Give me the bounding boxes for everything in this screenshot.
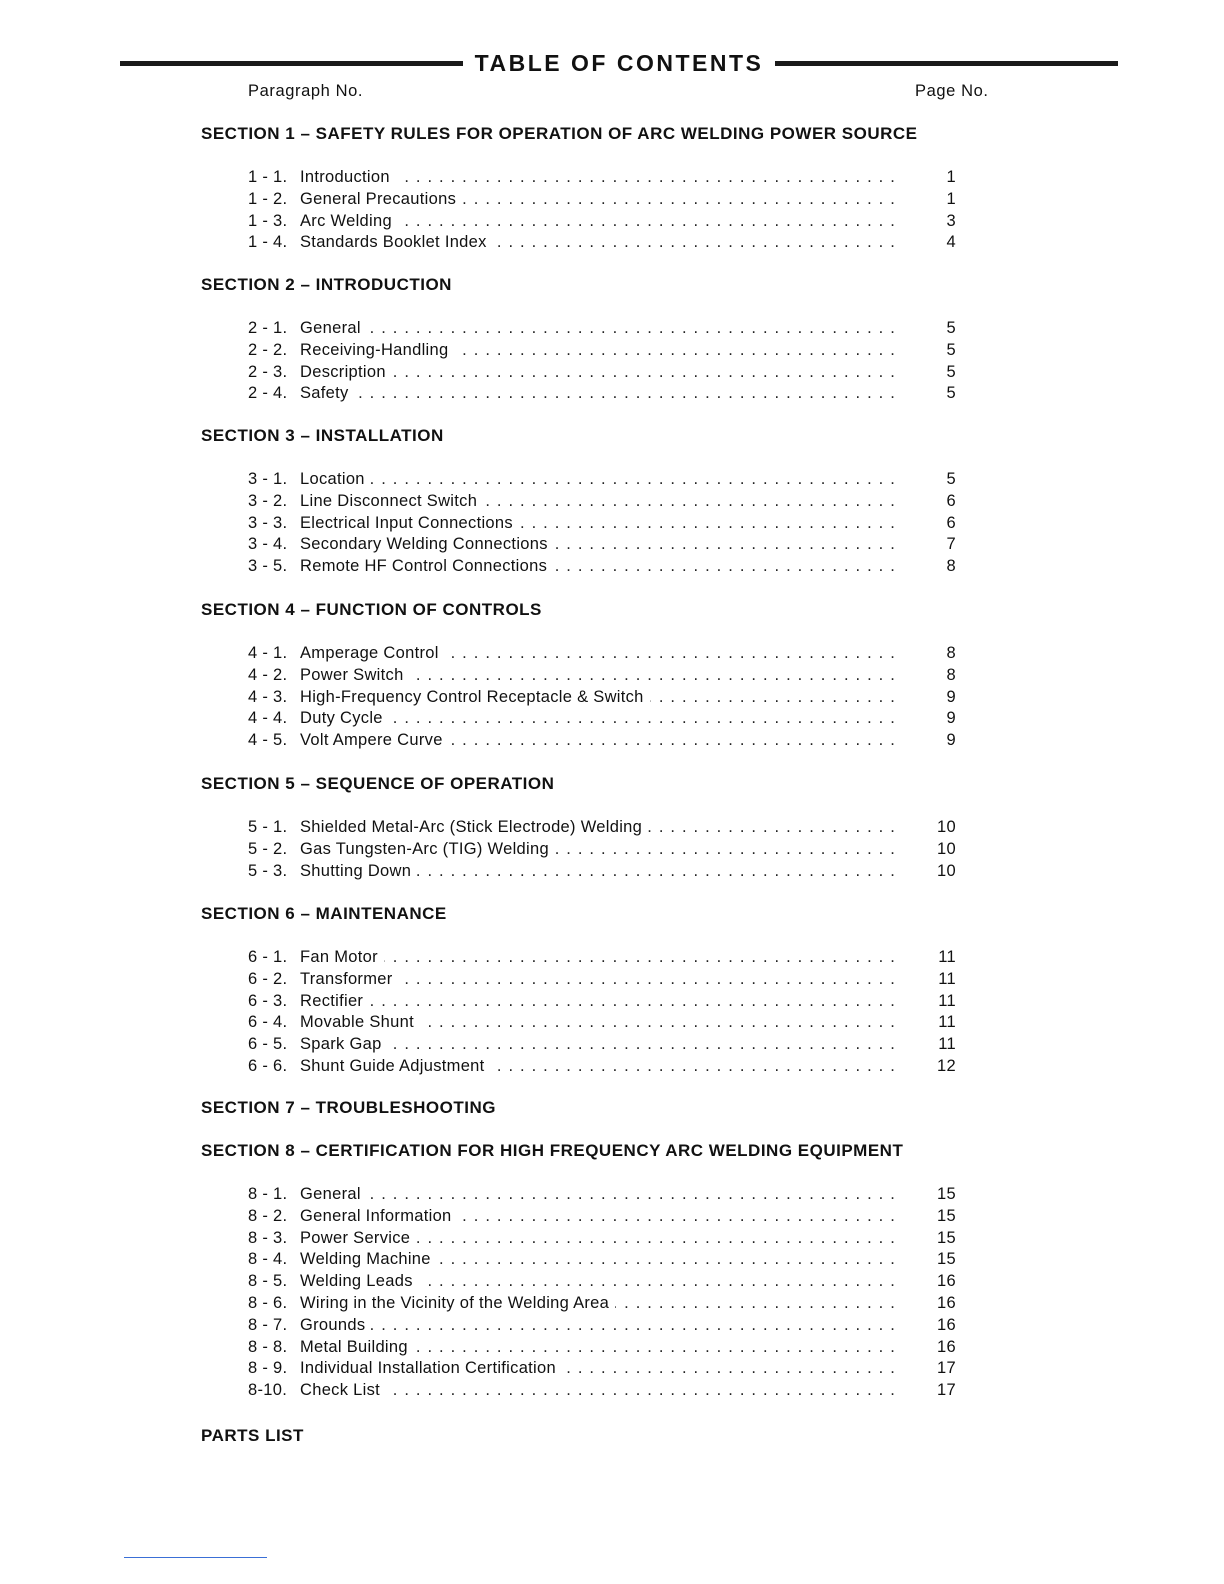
entry-leader (300, 1359, 896, 1378)
page-number: 1 (946, 189, 956, 208)
toc-entry[interactable] (248, 363, 956, 385)
paragraph-number: 6 - 5. (248, 1035, 288, 1054)
paragraph-number: 1 - 2. (248, 189, 288, 208)
page-title: TABLE OF CONTENTS (474, 49, 764, 76)
entry-leader (300, 1316, 896, 1335)
entry-title: Shutting Down (300, 862, 417, 880)
paragraph-number: 5 - 1. (248, 818, 288, 836)
entry-title: Gas Tungsten-Arc (TIG) Welding (300, 840, 555, 858)
page-number: 7 (946, 535, 956, 554)
page-number: 16 (937, 1337, 956, 1356)
entry-title: Transformer (300, 970, 399, 988)
entry-title: Safety (300, 384, 355, 402)
section-title: SECTION 1 – SAFETY RULES FOR OPERATION OF ARC WELDING POWER SOURCE (201, 124, 918, 143)
footer-divider (124, 1557, 267, 1558)
page-number: 10 (937, 839, 956, 858)
paragraph-number: 5 - 3. (248, 861, 288, 880)
entry-leader (300, 1250, 896, 1269)
toc-entry[interactable] (248, 818, 956, 840)
entry-leader (300, 970, 896, 989)
toc-entry[interactable] (248, 644, 956, 666)
entry-title: General Information (300, 1207, 458, 1225)
entry-title: Introduction (300, 168, 396, 186)
section-title: SECTION 8 – CERTIFICATION FOR HIGH FREQUENCY ARC WELDING EQUIPMENT (201, 1141, 904, 1160)
page-number: 11 (938, 969, 956, 988)
page-number: 8 (946, 665, 956, 684)
page-number: 4 (946, 233, 956, 252)
entry-title: Description (300, 363, 392, 381)
entry-title: Arc Welding (300, 212, 398, 230)
page-number: 6 (946, 491, 956, 510)
paragraph-number: 6 - 3. (248, 991, 288, 1010)
toc-entry[interactable] (248, 1359, 956, 1381)
page-number: 10 (937, 861, 956, 880)
page-number: 16 (937, 1294, 956, 1312)
toc-entry[interactable] (248, 1381, 956, 1403)
toc-entry[interactable] (248, 233, 956, 255)
paragraph-number: 4 - 2. (248, 665, 288, 684)
toc-entry[interactable] (248, 731, 956, 753)
page-number: 17 (937, 1381, 956, 1400)
page-number: 9 (946, 687, 956, 706)
entry-leader (300, 1381, 896, 1400)
entry-title: Remote HF Control Connections (300, 557, 553, 575)
paragraph-number: 3 - 3. (248, 513, 288, 532)
page-number: 11 (938, 1035, 956, 1054)
entry-leader (300, 363, 896, 382)
page-number: 11 (938, 948, 956, 966)
paragraph-number: 8 - 3. (248, 1228, 288, 1247)
page-number: 11 (938, 1013, 956, 1032)
toc-entry[interactable] (248, 1316, 956, 1338)
entry-title: Receiving-Handling (300, 341, 454, 359)
toc-entry[interactable] (248, 557, 956, 579)
toc-entry[interactable] (248, 688, 956, 710)
paragraph-number: 2 - 1. (248, 319, 288, 337)
entry-leader (300, 190, 896, 209)
toc-entry[interactable] (248, 1013, 956, 1035)
toc-entry[interactable] (248, 1229, 956, 1251)
paragraph-number: 4 - 5. (248, 731, 288, 750)
page-number: 15 (937, 1185, 956, 1203)
entry-leader (300, 1338, 896, 1357)
entry-title: Location (300, 470, 371, 488)
toc-entry[interactable] (248, 862, 956, 884)
page-number: 15 (937, 1228, 956, 1247)
page-number: 6 (946, 513, 956, 532)
page-number: 9 (946, 709, 956, 728)
entry-title: Check List (300, 1381, 386, 1399)
toc-entry[interactable] (248, 1057, 956, 1079)
page-number: 9 (946, 731, 956, 750)
entry-leader (300, 557, 896, 576)
page-number: 16 (937, 1272, 956, 1291)
page-number: 11 (938, 991, 956, 1010)
entry-title: Standards Booklet Index (300, 233, 493, 251)
entry-leader (300, 514, 896, 533)
entry-leader (300, 212, 896, 231)
entry-leader (300, 644, 896, 663)
entry-title: General (300, 319, 367, 337)
toc-entry[interactable] (248, 384, 956, 406)
entry-leader (300, 948, 896, 967)
paragraph-number: 6 - 1. (248, 948, 288, 966)
paragraph-number: 3 - 2. (248, 491, 288, 510)
paragraph-number: 6 - 4. (248, 1013, 288, 1032)
paragraph-number: 2 - 3. (248, 362, 288, 381)
paragraph-number: 8 - 8. (248, 1337, 288, 1356)
entry-leader (300, 233, 896, 252)
entry-title: General Precautions (300, 190, 462, 208)
entry-leader (300, 992, 896, 1011)
page-number: 8 (946, 644, 956, 662)
entry-leader (300, 319, 896, 338)
page-number: 15 (937, 1250, 956, 1269)
paragraph-number: 3 - 1. (248, 470, 288, 488)
entry-leader (300, 1294, 896, 1313)
paragraph-number: 4 - 3. (248, 687, 288, 706)
toc-entry[interactable] (248, 666, 956, 688)
section-title: SECTION 5 – SEQUENCE OF OPERATION (201, 774, 555, 793)
paragraph-number: 8 - 5. (248, 1272, 288, 1291)
toc-entry[interactable] (248, 992, 956, 1014)
section-title: SECTION 2 – INTRODUCTION (201, 275, 452, 294)
page-number: 5 (946, 319, 956, 337)
entry-title: Duty Cycle (300, 709, 389, 727)
entry-leader (300, 341, 896, 360)
entry-leader (300, 470, 896, 489)
entry-leader (300, 1013, 896, 1032)
entry-leader (300, 1207, 896, 1226)
entry-title: Secondary Welding Connections (300, 535, 554, 553)
toc-entry[interactable] (248, 535, 956, 557)
entry-title: General (300, 1185, 367, 1203)
page-number: 3 (946, 211, 956, 230)
entry-leader (300, 1229, 896, 1248)
toc-entry[interactable] (248, 948, 956, 970)
entry-leader (300, 1057, 896, 1076)
entry-title: Spark Gap (300, 1035, 388, 1053)
entry-title: High-Frequency Control Receptacle & Switch (300, 688, 650, 706)
entry-title: Line Disconnect Switch (300, 492, 483, 510)
section-title: SECTION 6 – MAINTENANCE (201, 904, 447, 923)
toc-entry[interactable] (248, 1185, 956, 1207)
entry-title: Electrical Input Connections (300, 514, 519, 532)
entry-leader (300, 666, 896, 685)
page-number: 10 (937, 818, 956, 836)
entry-leader (300, 731, 896, 750)
entry-leader (300, 1185, 896, 1204)
paragraph-number: 1 - 1. (248, 168, 288, 186)
paragraph-number: 8-10. (248, 1381, 288, 1400)
page-number: 5 (946, 384, 956, 403)
paragraph-number: 2 - 4. (248, 384, 288, 403)
toc-entry[interactable] (248, 168, 956, 190)
entry-title: Grounds (300, 1316, 371, 1334)
toc-entry[interactable] (248, 319, 956, 341)
toc-entry[interactable] (248, 1294, 956, 1316)
entry-leader (300, 1035, 896, 1054)
page-number: 5 (946, 362, 956, 381)
page-number: 12 (937, 1057, 956, 1075)
entry-title: Power Service (300, 1229, 416, 1247)
entry-leader (300, 384, 896, 403)
page-number: 5 (946, 340, 956, 359)
page-number: 8 (946, 557, 956, 576)
paragraph-number: 6 - 2. (248, 969, 288, 988)
entry-leader (300, 535, 896, 554)
page-no-label: Page No. (915, 82, 989, 100)
entry-leader (300, 1272, 896, 1291)
toc-entry[interactable] (248, 709, 956, 731)
entry-leader (300, 818, 896, 837)
entry-title: Volt Ampere Curve (300, 731, 449, 749)
toc-entry[interactable] (248, 970, 956, 992)
section-title: PARTS LIST (201, 1426, 304, 1445)
entry-title: Welding Leads (300, 1272, 419, 1290)
entry-leader (300, 168, 896, 187)
paragraph-number: 2 - 2. (248, 340, 288, 359)
paragraph-number: 1 - 3. (248, 211, 288, 230)
entry-title: Welding Machine (300, 1250, 437, 1268)
entry-title: Metal Building (300, 1338, 414, 1356)
entry-title: Power Switch (300, 666, 410, 684)
entry-leader (300, 862, 896, 881)
entry-leader (300, 492, 896, 511)
page-number: 1 (946, 168, 956, 186)
header-rule-right (775, 61, 1118, 66)
toc-entry[interactable] (248, 492, 956, 514)
paragraph-number: 3 - 5. (248, 557, 288, 576)
paragraph-number: 3 - 4. (248, 535, 288, 554)
entry-title: Amperage Control (300, 644, 445, 662)
section-title: SECTION 4 – FUNCTION OF CONTROLS (201, 600, 542, 619)
toc-entry[interactable] (248, 190, 956, 212)
paragraph-number: 1 - 4. (248, 233, 288, 252)
entry-leader (300, 840, 896, 859)
paragraph-no-label: Paragraph No. (248, 82, 364, 100)
entry-title: Shielded Metal-Arc (Stick Electrode) Welding (300, 818, 648, 836)
paragraph-number: 4 - 4. (248, 709, 288, 728)
section-title: SECTION 3 – INSTALLATION (201, 426, 444, 445)
entry-leader (300, 709, 896, 728)
toc-entry[interactable] (248, 1338, 956, 1360)
toc-entry[interactable] (248, 1250, 956, 1272)
paragraph-number: 8 - 9. (248, 1359, 288, 1378)
paragraph-number: 6 - 6. (248, 1057, 288, 1075)
entry-title: Shunt Guide Adjustment (300, 1057, 491, 1075)
entry-title: Individual Installation Certification (300, 1359, 562, 1377)
paragraph-number: 8 - 6. (248, 1294, 288, 1312)
paragraph-number: 8 - 7. (248, 1315, 288, 1334)
toc-entry[interactable] (248, 1207, 956, 1229)
paragraph-number: 8 - 1. (248, 1185, 288, 1203)
toc-entry[interactable] (248, 212, 956, 234)
page-number: 17 (937, 1359, 956, 1378)
toc-entry[interactable] (248, 840, 956, 862)
toc-header (120, 50, 1118, 76)
entry-title: Movable Shunt (300, 1013, 420, 1031)
entry-title: Rectifier (300, 992, 369, 1010)
section-title: SECTION 7 – TROUBLESHOOTING (201, 1098, 496, 1117)
entry-title: Wiring in the Vicinity of the Welding Area (300, 1294, 615, 1312)
paragraph-number: 4 - 1. (248, 644, 288, 662)
entry-leader (300, 688, 896, 707)
toc-entry[interactable] (248, 1272, 956, 1294)
toc-entry[interactable] (248, 514, 956, 536)
page-number: 5 (946, 470, 956, 488)
paragraph-number: 5 - 2. (248, 839, 288, 858)
toc-entry[interactable] (248, 341, 956, 363)
toc-entry[interactable] (248, 1035, 956, 1057)
page-number: 15 (937, 1206, 956, 1225)
paragraph-number: 8 - 2. (248, 1206, 288, 1225)
entry-title: Fan Motor (300, 948, 384, 966)
toc-entry[interactable] (248, 470, 956, 492)
paragraph-number: 8 - 4. (248, 1250, 288, 1269)
header-rule-left (120, 61, 463, 66)
page-number: 16 (937, 1315, 956, 1334)
